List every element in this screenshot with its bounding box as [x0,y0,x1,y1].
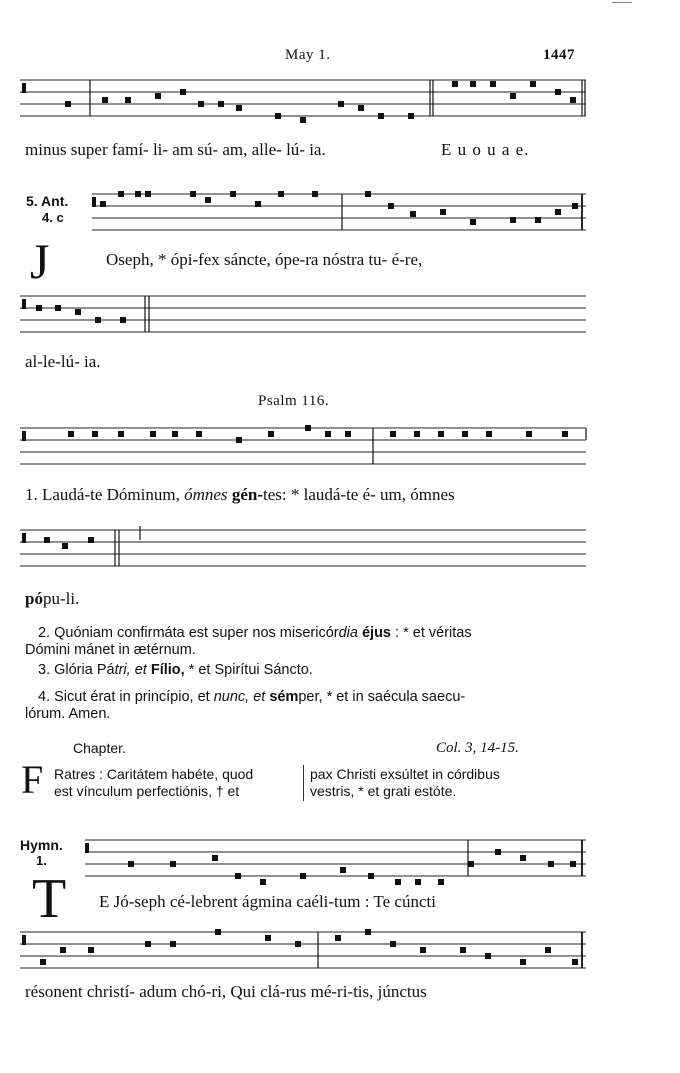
verse-text: Sicut érat in princípio, et [50,689,214,705]
neume [414,431,420,437]
neume [235,873,241,879]
neume [265,935,271,941]
chapter-left-1: Ratres : Caritátem habéte, quod [54,766,254,782]
chapter-right-2: vestris, * et grati estóte. [310,783,457,799]
neume [278,191,284,197]
neume [452,81,458,87]
antiphon-label: 5. Ant. [26,193,69,209]
neume [65,101,71,107]
neume [545,947,551,953]
psalm-text-italic: ómnes [184,485,228,504]
chapter-label: Chapter. [73,740,126,756]
neume [205,197,211,203]
psalm-line [25,485,455,505]
neume [170,941,176,947]
neume [338,101,344,107]
hymn-line-2: résonent christí- adum chó-ri, Qui clá-rus mé-ri-tis, júnctus [25,982,427,1001]
neume [40,959,46,965]
neume [325,431,331,437]
neume [275,113,281,119]
neume [555,89,561,95]
neume [230,191,236,197]
neume [415,879,421,885]
neume [520,959,526,965]
neume [215,929,221,935]
psalm-text-b: tes: * laudá-te é- um, ómnes [262,485,455,504]
neume [390,941,396,947]
neume [572,203,578,209]
neume [75,309,81,315]
neume [388,203,394,209]
neume [390,431,396,437]
neume [490,81,496,87]
neume [295,941,301,947]
neume [118,431,124,437]
neume [100,201,106,207]
neume [335,935,341,941]
neume [410,211,416,217]
neume [438,879,444,885]
verse-italic: dia [338,625,358,641]
neume [300,117,306,123]
neume [438,431,444,437]
verse-2-cont: Dómini mánet in ætérnum. [25,642,196,658]
neume [102,97,108,103]
neume [128,861,134,867]
neume [368,873,374,879]
neume [510,93,516,99]
lyric-line-3: al-le-lú- ia. [25,352,101,371]
verse-bold: sém [265,689,299,705]
neume [88,947,94,953]
neume [120,317,126,323]
neume [462,431,468,437]
hymn-number: 1. [36,853,47,868]
verse-text: Quóniam confirmáta est super nos misericór [50,625,339,641]
neume [345,431,351,437]
neume [68,431,74,437]
verse-4 [38,689,648,706]
neume [62,543,68,549]
verse-text: Glória Pá [50,662,115,678]
psalm-title: Psalm 116. [258,393,330,409]
neume [572,959,578,965]
hymn-initial: T [32,868,67,930]
neume [196,431,202,437]
neume [468,861,474,867]
neume [155,93,161,99]
neume [44,537,50,543]
verse-italic: nunc, et [213,689,266,705]
neume [300,873,306,879]
neume [190,191,196,197]
neume [145,941,151,947]
neume [88,537,94,543]
verse-number: 3. [38,662,51,678]
chapter-divider [303,765,304,801]
verse-number: 4. [38,689,51,705]
neume [55,305,61,311]
neume [135,191,141,197]
neume [180,89,186,95]
lyric-5-rest: pu-li. [42,589,80,608]
neume [378,113,384,119]
psalm-text-bold: gén- [227,485,263,504]
neume [36,305,42,311]
neume [548,861,554,867]
verse-bold: éjus [357,625,391,641]
neume [236,437,242,443]
neume [255,201,261,207]
neume [460,947,466,953]
verse-3 [38,662,648,679]
chapter-right-1: pax Christi exsúltet in córdibus [310,766,500,782]
neume [440,209,446,215]
neume [395,879,401,885]
psalm-text-a: 1. Laudá-te Dóminum, [25,485,185,504]
neume [358,105,364,111]
chapter-initial: F [21,757,44,802]
chapter-reference: Col. 3, 14-15. [436,740,519,756]
hymn-line-1: E Jó-seph cé-lebrent ágmina caéli-tum : Te cúncti [99,892,436,911]
neume [145,191,151,197]
neume [260,879,266,885]
neume [535,217,541,223]
neume [305,425,311,431]
neume [420,947,426,953]
neume [470,219,476,225]
neume [510,217,516,223]
neume [486,431,492,437]
neume [485,953,491,959]
neume [212,855,218,861]
antiphon-initial: J [30,233,50,289]
verse-bold: Fílio, [146,662,185,678]
neume [150,431,156,437]
verse-italic: tri, et [114,662,147,678]
hymn-label: Hymn. [20,837,63,853]
neume [408,113,414,119]
neume [365,191,371,197]
neume [340,867,346,873]
neume [495,849,501,855]
neume [218,101,224,107]
antiphon-mode: 4. c [42,210,64,225]
page-number: 1447 [543,47,575,63]
lyric-line-5 [25,589,79,609]
neume [520,855,526,861]
neume [118,191,124,197]
neume [312,191,318,197]
neume [92,431,98,437]
neume [172,431,178,437]
lyric-5-bold: pó [25,589,43,608]
neume [95,317,101,323]
neume [170,861,176,867]
neume [555,209,561,215]
neume [198,101,204,107]
euouae: E u o u a e. [441,140,530,159]
verse-text: : * et véritas [391,625,472,641]
verse-text: * et Spirítui Sáncto. [184,662,313,678]
neume [526,431,532,437]
neume [268,431,274,437]
antiphon-text: Oseph, * ópi-fex sáncte, ópe-ra nóstra tu- é-re, [106,250,423,269]
neume [562,431,568,437]
neume [236,105,242,111]
page-title: May 1. [285,47,331,63]
neume [570,97,576,103]
verse-number: 2. [38,625,51,641]
neume [470,81,476,87]
verse-2 [38,625,648,642]
neume [570,861,576,867]
verse-text: per, * et in saécula saecu- [298,689,466,705]
neume [60,947,66,953]
neume [125,97,131,103]
neume [530,81,536,87]
neume [365,929,371,935]
verse-4-cont: lórum. Amen. [25,706,111,722]
chapter-left-2: est vínculum perfectiónis, † et [54,783,240,799]
lyric-line-1: minus super famí- li- am sú- am, alle- lú- ia. [25,140,326,159]
